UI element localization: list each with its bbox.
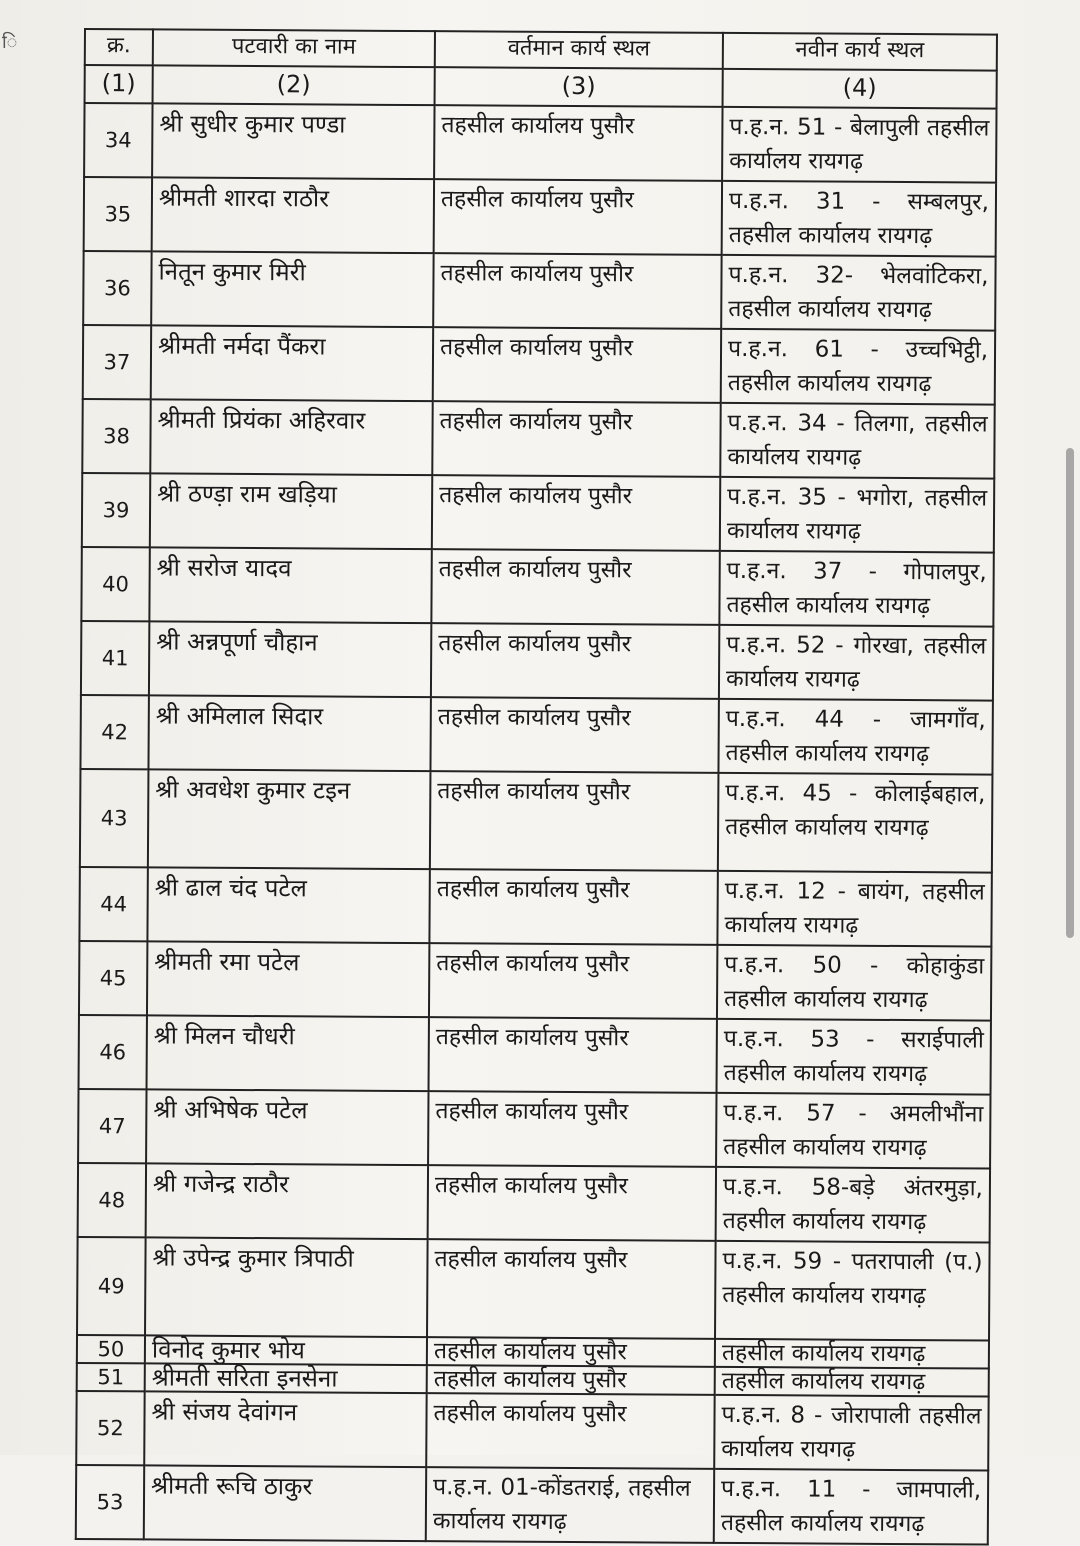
patwari-name: श्री उपेन्द्र कुमार त्रिपाठी — [145, 1237, 428, 1337]
patwari-name: श्रीमती शारदा राठौर — [152, 177, 434, 253]
header-name: पटवारी का नाम — [153, 29, 435, 67]
current-workplace: प.ह.न. 01-कोंडतराई, तहसील कार्यालय रायगढ़ — [426, 1467, 714, 1543]
header-number-row — [85, 65, 997, 109]
current-workplace: तहसील कार्यालय पुसौर — [433, 327, 721, 403]
serial-number: 35 — [84, 177, 152, 251]
table-row — [76, 1465, 988, 1545]
header-row — [85, 29, 997, 71]
table-row — [77, 1237, 990, 1341]
patwari-name: श्री अभिषेक पटेल — [146, 1089, 428, 1165]
table-row — [79, 867, 991, 947]
table-row — [84, 177, 996, 257]
serial-number: 39 — [82, 473, 150, 547]
table-row — [81, 547, 993, 627]
new-workplace: प.ह.न. 44 - जामगाँव, तहसील कार्यालय रायगढ़ — [718, 699, 992, 775]
table-row — [79, 941, 991, 1021]
serial-number: 41 — [81, 621, 149, 695]
table-row — [82, 473, 994, 553]
serial-number: 49 — [77, 1237, 146, 1335]
new-workplace: प.ह.न. 51 - बेलापुली तहसील कार्यालय रायगढ़ — [722, 107, 996, 183]
new-workplace: प.ह.न. 12 - बायंग, तहसील कार्यालय रायगढ़ — [717, 871, 991, 947]
current-workplace: तहसील कार्यालय पुसौर — [432, 401, 720, 477]
serial-number: 51 — [77, 1363, 145, 1391]
new-workplace: प.ह.न. 45 - कोलाईबहाल, तहसील कार्यालय रायगढ़ — [718, 773, 993, 873]
serial-number: 53 — [76, 1465, 144, 1539]
patwari-name: श्री मिलन चौधरी — [147, 1015, 429, 1091]
current-workplace: तहसील कार्यालय पुसौर — [431, 623, 719, 699]
current-workplace: तहसील कार्यालय पुसौर — [430, 771, 719, 871]
header-serial: क्र. — [85, 29, 153, 65]
current-workplace: तहसील कार्यालय पुसौर — [434, 105, 722, 181]
current-workplace: तहसील कार्यालय पुसौर — [427, 1365, 715, 1395]
table-row — [83, 325, 995, 405]
patwari-name: श्री संजय देवांगन — [144, 1391, 426, 1467]
table-row — [79, 1015, 991, 1095]
new-workplace: प.ह.न. 8 - जोरापाली तहसील कार्यालय रायगढ़ — [714, 1395, 988, 1471]
current-workplace: तहसील कार्यालय पुसौर — [426, 1393, 714, 1469]
new-workplace: प.ह.न. 58-बड़े अंतरमुड़ा, तहसील कार्यालय रायगढ़ — [716, 1167, 990, 1243]
table-row — [83, 251, 995, 331]
new-workplace: प.ह.न. 59 - पतरापाली (प.) तहसील कार्यालय रायगढ़ — [715, 1241, 990, 1341]
new-workplace: प.ह.न. 31 - सम्बलपुर, तहसील कार्यालय रायगढ़ — [722, 181, 996, 257]
patwari-name: श्री अन्नपूर्णा चौहान — [149, 621, 431, 697]
table-row — [76, 1391, 988, 1471]
patwari-name: श्रीमती प्रियंका अहिरवार — [150, 399, 432, 475]
new-workplace: तहसील कार्यालय रायगढ़ — [715, 1367, 989, 1397]
table-row — [80, 695, 992, 775]
new-workplace: प.ह.न. 37 - गोपालपुर, तहसील कार्यालय रायगढ़ — [719, 551, 993, 627]
patwari-name: श्रीमती सरिता इनसेना — [145, 1363, 427, 1393]
patwari-name: नितून कुमार मिरी — [151, 251, 433, 327]
header-num-3: (3) — [435, 67, 723, 107]
patwari-name: श्रीमती रूचि ठाकुर — [144, 1465, 426, 1541]
header-num-2: (2) — [153, 65, 435, 105]
table-row — [80, 769, 993, 873]
patwari-name: श्री ढाल चंद पटेल — [147, 867, 429, 943]
patwari-name: श्री गजेन्द्र राठौर — [146, 1163, 428, 1239]
serial-number: 43 — [80, 769, 149, 867]
current-workplace: तहसील कार्यालय पुसौर — [428, 1165, 716, 1241]
patwari-name: श्री सरोज यादव — [149, 547, 431, 623]
new-workplace: प.ह.न. 53 - सराईपाली तहसील कार्यालय रायगढ़ — [717, 1019, 991, 1095]
new-workplace: प.ह.न. 57 - अमलीभौंना तहसील कार्यालय रायगढ़ — [716, 1093, 990, 1169]
table-row — [82, 399, 994, 479]
table-row — [78, 1163, 990, 1243]
patwari-name: विनोद कुमार भोय — [145, 1335, 427, 1365]
serial-number: 38 — [82, 399, 150, 473]
new-workplace: प.ह.न. 61 - उच्चभिट्ठी, तहसील कार्यालय रायगढ़ — [721, 329, 995, 405]
current-workplace: तहसील कार्यालय पुसौर — [427, 1239, 716, 1339]
current-workplace: तहसील कार्यालय पुसौर — [429, 943, 717, 1019]
current-workplace: तहसील कार्यालय पुसौर — [429, 869, 717, 945]
header-num-4: (4) — [723, 69, 997, 109]
current-workplace: तहसील कार्यालय पुसौर — [431, 549, 719, 625]
serial-number: 42 — [80, 695, 148, 769]
new-workplace: प.ह.न. 32- भेलवांटिकरा, तहसील कार्यालय रायगढ़ — [721, 255, 995, 331]
serial-number: 52 — [76, 1391, 144, 1465]
serial-number: 47 — [78, 1089, 146, 1163]
patwari-name: श्रीमती नर्मदा पैंकरा — [151, 325, 433, 401]
current-workplace: तहसील कार्यालय पुसौर — [429, 1017, 717, 1093]
serial-number: 45 — [79, 941, 147, 1015]
header-current-place: वर्तमान कार्य स्थल — [435, 31, 723, 69]
current-workplace: तहसील कार्यालय पुसौर — [427, 1337, 715, 1367]
new-workplace: प.ह.न. 50 - कोहाकुंडा तहसील कार्यालय रायगढ़ — [717, 945, 991, 1021]
margin-mark: ि — [2, 32, 18, 53]
new-workplace: तहसील कार्यालय रायगढ़ — [715, 1339, 989, 1369]
serial-number: 50 — [77, 1335, 145, 1363]
serial-number: 34 — [84, 103, 152, 177]
patwari-name: श्री ठण्ड़ा राम खड़िया — [150, 473, 432, 549]
current-workplace: तहसील कार्यालय पुसौर — [434, 179, 722, 255]
table-row — [81, 621, 993, 701]
patwari-name: श्री अवधेश कुमार टइन — [148, 769, 431, 869]
patwari-name: श्री सुधीर कुमार पण्डा — [152, 103, 434, 179]
patwari-transfer-table — [75, 28, 998, 1546]
current-workplace: तहसील कार्यालय पुसौर — [432, 475, 720, 551]
patwari-name: श्री अमिलाल सिदार — [148, 695, 430, 771]
new-workplace: प.ह.न. 35 - भगोरा, तहसील कार्यालय रायगढ़ — [720, 477, 994, 553]
patwari-name: श्रीमती रमा पटेल — [147, 941, 429, 1017]
serial-number: 36 — [83, 251, 151, 325]
table-row — [78, 1089, 990, 1169]
serial-number: 44 — [79, 867, 147, 941]
serial-number: 40 — [81, 547, 149, 621]
header-num-1: (1) — [85, 65, 153, 103]
serial-number: 37 — [83, 325, 151, 399]
header-new-place: नवीन कार्य स्थल — [723, 33, 997, 71]
current-workplace: तहसील कार्यालय पुसौर — [428, 1091, 716, 1167]
new-workplace: प.ह.न. 11 - जामपाली, तहसील कार्यालय रायगढ़ — [714, 1469, 988, 1545]
serial-number: 46 — [79, 1015, 147, 1089]
scrollbar[interactable] — [1066, 448, 1074, 938]
current-workplace: तहसील कार्यालय पुसौर — [430, 697, 718, 773]
table-row — [84, 103, 996, 183]
table-row — [77, 1363, 989, 1397]
serial-number: 48 — [78, 1163, 146, 1237]
new-workplace: प.ह.न. 34 - तिलगा, तहसील कार्यालय रायगढ़ — [720, 403, 994, 479]
new-workplace: प.ह.न. 52 - गोरखा, तहसील कार्यालय रायगढ़ — [719, 625, 993, 701]
current-workplace: तहसील कार्यालय पुसौर — [433, 253, 721, 329]
